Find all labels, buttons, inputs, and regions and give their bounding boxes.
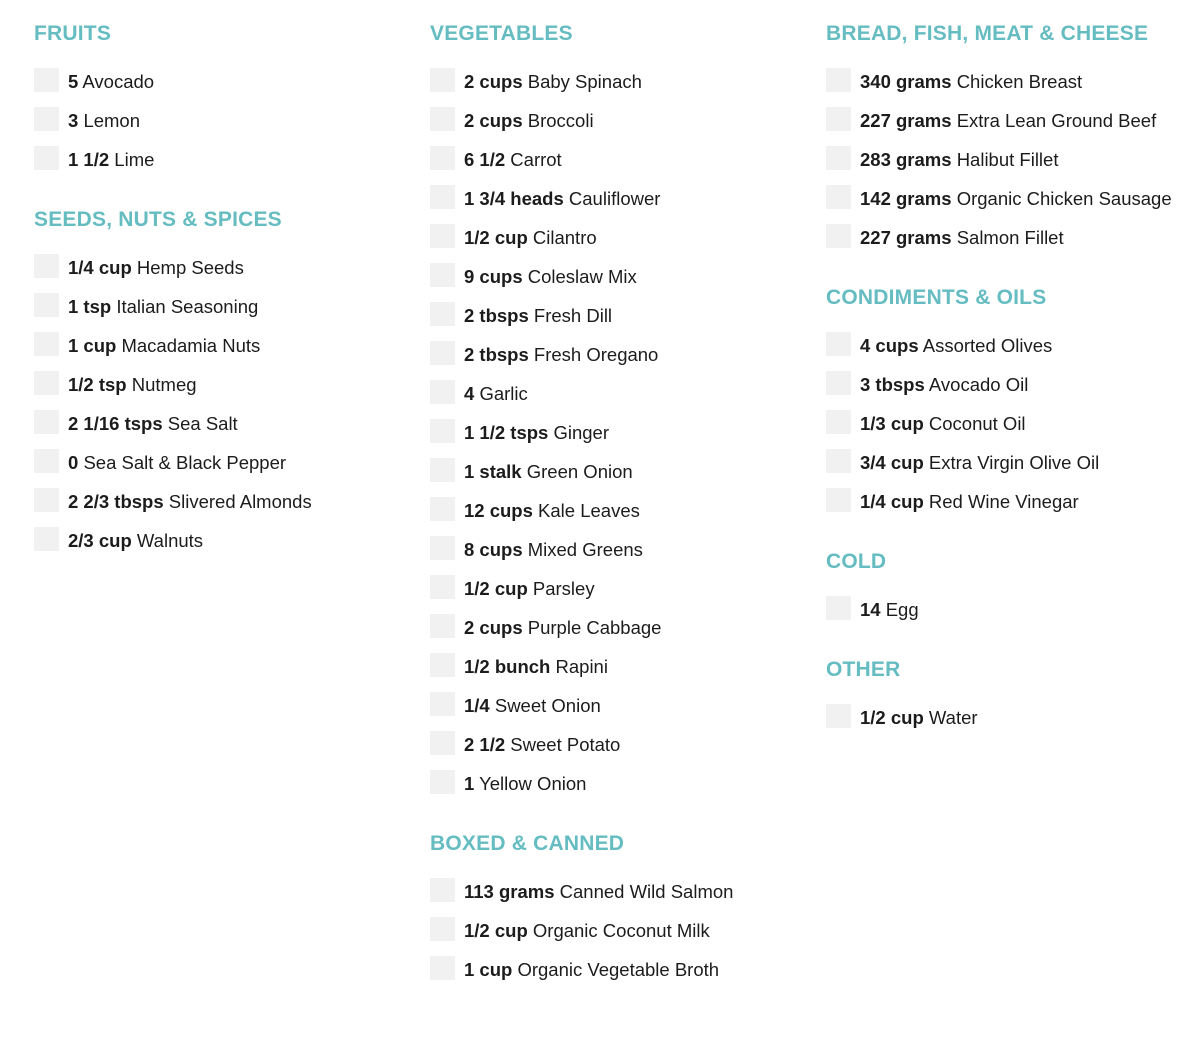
item-list [430,62,810,803]
item-name: Canned Wild Salmon [559,880,734,902]
item-text [464,187,660,211]
list-item[interactable] [430,491,810,530]
item-quantity: 340 grams [860,70,952,92]
section-bread-fish-meat-cheese [826,20,1198,257]
checkbox[interactable] [826,449,851,473]
item-quantity: 1 tsp [68,295,112,317]
list-item[interactable] [430,413,810,452]
item-name: Fresh Dill [533,304,613,326]
checkbox[interactable] [826,704,851,728]
checkbox[interactable] [826,371,851,395]
section-boxed-canned [430,830,810,989]
item-quantity: 2 cups [464,109,523,131]
grocery-column-1 [34,20,414,587]
item-text [68,109,140,133]
item-name: Purple Cabbage [527,616,662,638]
checkbox[interactable] [430,419,455,443]
item-quantity: 113 grams [464,880,555,902]
list-item[interactable] [430,179,810,218]
item-text [464,460,633,484]
item-text [464,499,640,523]
item-text [464,733,620,757]
item-text [860,706,978,730]
checkbox[interactable] [826,332,851,356]
item-name: Cauliflower [568,187,661,209]
list-item[interactable] [430,686,810,725]
item-text [464,70,642,94]
list-item[interactable] [34,326,414,365]
item-list [34,62,414,179]
item-name: Organic Chicken Sausage [956,187,1172,209]
item-text [68,256,244,280]
item-name: Parsley [532,577,595,599]
checkbox[interactable] [430,68,455,92]
item-quantity: 5 [68,70,79,92]
item-quantity: 2/3 cup [68,529,132,551]
section-title: CONDIMENTS & OILS [826,286,1047,309]
item-name: Assorted Olives [922,334,1053,356]
list-item[interactable] [430,218,810,257]
item-quantity: 1 cup [68,334,117,356]
item-name: Nutmeg [131,373,197,395]
item-text [464,265,637,289]
item-name: Green Onion [526,460,633,482]
item-quantity: 2 cups [464,70,523,92]
item-name: Salmon Fillet [956,226,1064,248]
item-quantity: 1/2 cup [464,577,528,599]
list-item[interactable] [34,248,414,287]
list-item[interactable] [826,590,1198,629]
item-name: Hemp Seeds [136,256,244,278]
list-item[interactable] [430,452,810,491]
item-text [860,109,1156,133]
item-text [464,694,601,718]
item-name: Sea Salt & Black Pepper [83,451,287,473]
section-condiments-oils [826,284,1198,521]
item-text [464,382,528,406]
item-quantity: 1 cup [464,958,513,980]
section-title: OTHER [826,658,901,681]
checkbox[interactable] [430,302,455,326]
item-text [860,148,1058,172]
checkbox[interactable] [430,692,455,716]
section-title: SEEDS, NUTS & SPICES [34,208,282,231]
section-seeds-nuts-spices [34,206,414,560]
checkbox[interactable] [34,371,59,395]
section-other [826,656,1198,737]
section-title: COLD [826,550,887,573]
item-name: Broccoli [527,109,594,131]
list-item[interactable] [826,218,1198,257]
item-text [464,421,609,445]
item-text [860,70,1082,94]
item-name: Coconut Oil [928,412,1026,434]
item-quantity: 1/4 cup [68,256,132,278]
section-title: FRUITS [34,22,112,45]
list-item[interactable] [34,365,414,404]
item-text [464,226,597,250]
item-text [464,880,733,904]
item-name: Coleslaw Mix [527,265,637,287]
checkbox[interactable] [430,770,455,794]
item-name: Chicken Breast [956,70,1083,92]
item-name: Italian Seasoning [116,295,259,317]
item-name: Kale Leaves [538,499,640,521]
checkbox[interactable] [34,449,59,473]
item-text [464,148,562,172]
item-text [68,295,258,319]
item-name: Egg [885,598,919,620]
item-text [464,109,594,133]
item-name: Baby Spinach [527,70,642,92]
checkbox[interactable] [826,185,851,209]
list-item[interactable] [34,287,414,326]
item-text [464,958,719,982]
item-list [826,62,1198,257]
item-text [68,490,312,514]
list-item[interactable] [826,482,1198,521]
item-quantity: 2 2/3 tbsps [68,490,164,512]
item-name: Sea Salt [167,412,238,434]
item-text [464,616,661,640]
item-quantity: 6 1/2 [464,148,506,170]
item-text [860,598,919,622]
checkbox[interactable] [34,332,59,356]
item-quantity: 2 1/16 tsps [68,412,163,434]
checkbox[interactable] [430,575,455,599]
item-list [826,590,1198,629]
list-item[interactable] [430,374,810,413]
item-text [860,451,1099,475]
list-item[interactable] [430,911,810,950]
item-quantity: 3/4 cup [860,451,924,473]
checkbox[interactable] [430,107,455,131]
checkbox[interactable] [430,878,455,902]
grocery-column-2 [430,20,810,1016]
item-text [68,148,154,172]
checkbox[interactable] [430,614,455,638]
item-quantity: 2 cups [464,616,523,638]
item-quantity: 3 [68,109,79,131]
item-quantity: 14 [860,598,881,620]
list-item[interactable] [34,482,414,521]
checkbox[interactable] [34,527,59,551]
list-item[interactable] [34,521,414,560]
item-text [68,412,238,436]
list-item[interactable] [430,257,810,296]
item-name: Macadamia Nuts [121,334,261,356]
item-name: Extra Lean Ground Beef [956,109,1157,131]
item-text [68,529,203,553]
section-title: VEGETABLES [430,22,573,45]
item-quantity: 0 [68,451,79,473]
item-text [464,538,643,562]
section-title: BREAD, FISH, MEAT & CHEESE [826,22,1149,45]
item-text [68,373,197,397]
checkbox[interactable] [826,146,851,170]
list-item[interactable] [826,101,1198,140]
item-quantity: 2 1/2 [464,733,506,755]
item-quantity: 1/3 cup [860,412,924,434]
item-quantity: 1 3/4 heads [464,187,564,209]
list-item[interactable] [430,872,810,911]
checkbox[interactable] [430,224,455,248]
item-quantity: 1/2 cup [464,226,528,248]
list-item[interactable] [34,62,414,101]
item-name: Organic Coconut Milk [532,919,710,941]
item-text [464,304,612,328]
section-fruits [34,20,414,179]
item-name: Ginger [553,421,609,443]
checkbox[interactable] [34,146,59,170]
item-name: Yellow Onion [479,772,587,794]
item-name: Rapini [555,655,608,677]
item-name: Lime [114,148,155,170]
item-name: Extra Virgin Olive Oil [928,451,1100,473]
item-text [464,343,658,367]
item-quantity: 1 [464,772,475,794]
item-name: Walnuts [136,529,204,551]
item-text [464,655,608,679]
item-name: Avocado Oil [928,373,1029,395]
checkbox[interactable] [430,263,455,287]
item-text [860,373,1028,397]
item-name: Halibut Fillet [956,148,1059,170]
item-text [68,334,260,358]
list-item[interactable] [826,365,1198,404]
list-item[interactable] [826,443,1198,482]
list-item[interactable] [826,326,1198,365]
item-name: Red Wine Vinegar [928,490,1079,512]
item-quantity: 12 cups [464,499,533,521]
item-quantity: 227 grams [860,109,952,131]
item-quantity: 4 [464,382,475,404]
list-item[interactable] [34,101,414,140]
item-quantity: 9 cups [464,265,523,287]
list-item[interactable] [430,764,810,803]
section-cold [826,548,1198,629]
item-name: Water [928,706,978,728]
checkbox[interactable] [826,107,851,131]
list-item[interactable] [826,698,1198,737]
item-quantity: 4 cups [860,334,919,356]
item-quantity: 2 tbsps [464,343,529,365]
checkbox[interactable] [430,653,455,677]
item-text [860,226,1064,250]
item-list [430,872,810,989]
checkbox[interactable] [826,68,851,92]
item-name: Carrot [510,148,562,170]
item-name: Slivered Almonds [168,490,312,512]
checkbox[interactable] [826,488,851,512]
item-text [860,490,1079,514]
list-item[interactable] [430,62,810,101]
item-quantity: 1 1/2 tsps [464,421,549,443]
item-quantity: 1 1/2 [68,148,110,170]
list-item[interactable] [430,950,810,989]
list-item[interactable] [34,140,414,179]
item-text [860,187,1172,211]
item-name: Sweet Potato [510,733,621,755]
item-list [826,698,1198,737]
section-title: BOXED & CANNED [430,832,625,855]
item-name: Cilantro [532,226,597,248]
item-name: Lemon [83,109,141,131]
list-item[interactable] [430,569,810,608]
item-name: Organic Vegetable Broth [517,958,720,980]
checkbox[interactable] [430,380,455,404]
checkbox[interactable] [826,596,851,620]
item-quantity: 1/2 cup [464,919,528,941]
checkbox[interactable] [430,185,455,209]
checkbox[interactable] [430,956,455,980]
checkbox[interactable] [430,497,455,521]
list-item[interactable] [430,335,810,374]
checkbox[interactable] [34,293,59,317]
item-quantity: 1/2 cup [860,706,924,728]
checkbox[interactable] [430,341,455,365]
section-vegetables [430,20,810,803]
list-item[interactable] [430,530,810,569]
item-name: Garlic [479,382,528,404]
list-item[interactable] [430,296,810,335]
list-item[interactable] [826,62,1198,101]
checkbox[interactable] [34,68,59,92]
checkbox[interactable] [430,146,455,170]
list-item[interactable] [34,404,414,443]
checkbox[interactable] [826,410,851,434]
item-text [860,412,1026,436]
item-name: Mixed Greens [527,538,643,560]
item-text [464,577,595,601]
item-name: Sweet Onion [494,694,601,716]
item-quantity: 1/4 [464,694,490,716]
item-quantity: 1/2 bunch [464,655,551,677]
checkbox[interactable] [34,488,59,512]
list-item[interactable] [430,647,810,686]
item-list [826,326,1198,521]
list-item[interactable] [826,179,1198,218]
item-text [860,334,1052,358]
item-text [464,772,586,796]
item-quantity: 1/4 cup [860,490,924,512]
checkbox[interactable] [34,410,59,434]
item-quantity: 1 stalk [464,460,522,482]
list-item[interactable] [430,101,810,140]
item-quantity: 283 grams [860,148,952,170]
item-quantity: 8 cups [464,538,523,560]
grocery-column-3 [826,20,1198,764]
item-quantity: 142 grams [860,187,952,209]
list-item[interactable] [826,404,1198,443]
list-item[interactable] [430,140,810,179]
checkbox[interactable] [430,536,455,560]
item-list [34,248,414,560]
checkbox[interactable] [34,107,59,131]
list-item[interactable] [34,443,414,482]
checkbox[interactable] [826,224,851,248]
item-name: Fresh Oregano [533,343,659,365]
checkbox[interactable] [430,917,455,941]
item-name: Avocado [82,70,155,92]
item-text [68,451,286,475]
checkbox[interactable] [34,254,59,278]
list-item[interactable] [826,140,1198,179]
item-text [464,919,710,943]
item-text [68,70,154,94]
item-quantity: 1/2 tsp [68,373,127,395]
list-item[interactable] [430,725,810,764]
item-quantity: 3 tbsps [860,373,925,395]
item-quantity: 2 tbsps [464,304,529,326]
item-quantity: 227 grams [860,226,952,248]
checkbox[interactable] [430,731,455,755]
list-item[interactable] [430,608,810,647]
checkbox[interactable] [430,458,455,482]
